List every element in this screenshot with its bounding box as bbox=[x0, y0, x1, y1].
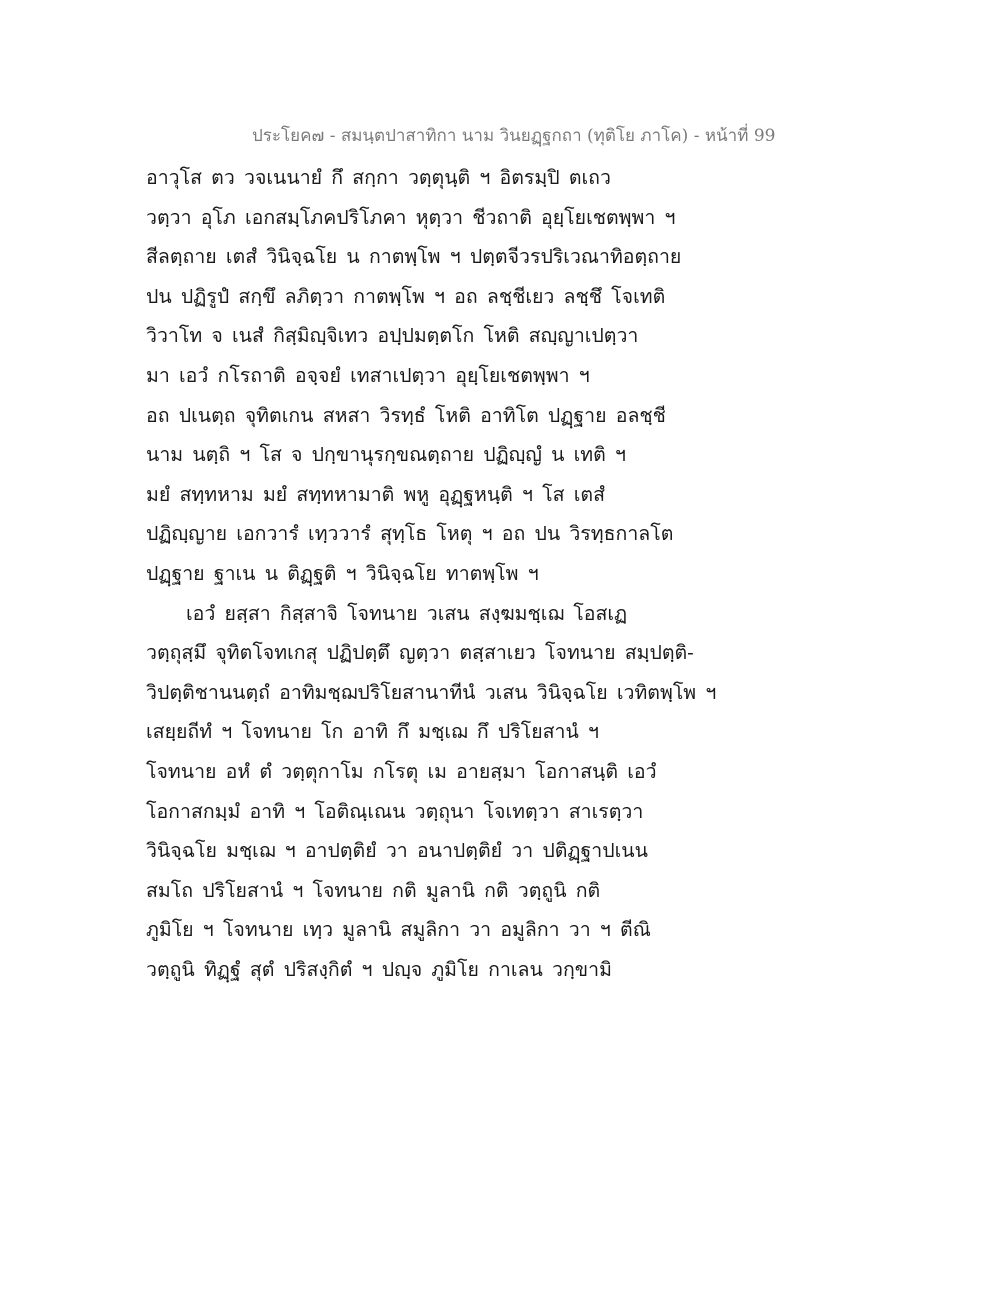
body-text bbox=[146, 158, 746, 989]
text-line: มา เอวํ กโรถาติ อจฺจยํ เทสาเปตฺวา อุยฺโยเชตพฺพา ฯ bbox=[146, 363, 590, 387]
text-line: ปฏฺฐาย ฐาเน น ติฏฺฐติ ฯ วินิจฺฉโย ทาตพฺโพ ฯ bbox=[146, 561, 539, 585]
text-line: วตฺถูนิ ทิฏฺฐํ สุตํ ปริสงฺกิตํ ฯ ปญฺจ ภูมิโย กาเลน วกฺขามิ bbox=[146, 957, 612, 981]
text-line: โอกาสกมฺมํ อาทิ ฯ โอติณฺเณน วตฺถุนา โจเทตฺวา สาเรตฺวา bbox=[146, 799, 644, 823]
text-line: ปน ปฏิรูปํ สกฺขึ ลภิตฺวา กาตพฺโพ ฯ อถ ลชฺชีเยว ลชฺชึ โจเทติ bbox=[146, 284, 666, 308]
text-line: เสยฺยถีทํ ฯ โจทนาย โก อาทิ กึ มชฺเฌ กึ ปริโยสานํ ฯ bbox=[146, 720, 599, 744]
text-line: ปฏิญฺญาย เอกวารํ เทฺววารํ สุทฺโธ โหตุ ฯ อถ ปน วิรทฺธกาลโต bbox=[146, 522, 674, 546]
text-line: สีลตฺถาย เตสํ วินิจฺฉโย น กาตพฺโพ ฯ ปตฺตจีวรปริเวณาทิอตฺถาย bbox=[146, 245, 682, 269]
text-line: นาม นตฺถิ ฯ โส จ ปกฺขานุรกฺขณตฺถาย ปฏิญฺญํ น เทติ ฯ bbox=[146, 443, 626, 467]
text-line: วิปตฺติชานนตฺถํ อาทิมชฺฌปริโยสานาทีนํ วเสน วินิจฺฉโย เวทิตพฺโพ ฯ bbox=[146, 680, 717, 704]
text-line: วินิจฺฉโย มชฺเฌ ฯ อาปตฺติยํ วา อนาปตฺติยํ วา ปติฏฺฐาปเนน bbox=[146, 839, 648, 863]
paragraph-start-line: เอวํ ยสฺสา กิสฺสาจิ โจทนาย วเสน สงฺฆมชฺเฌ โอสเฏ bbox=[186, 601, 628, 625]
running-header: ประโยค๗ - สมนฺตปาสาทิกา นาม วินยฏฺฐกถา (ทุติโย ภาโค) - หน้าที่ 99 bbox=[252, 126, 776, 146]
text-line: อาวุโส ตว วจเนนายํ กึ สกฺกา วตฺตุนฺติ ฯ อิตรมฺปิ ตเถว bbox=[146, 166, 611, 189]
text-line: โจทนาย อหํ ตํ วตฺตุกาโม กโรตุ เม อายสฺมา โอกาสนฺติ เอวํ bbox=[146, 759, 657, 783]
text-line: มยํ สทฺทหาม มยํ สทฺทหามาติ พหู อุฏฺฐหนฺติ ฯ โส เตสํ bbox=[146, 482, 605, 506]
text-line: วตฺวา อุโภ เอกสมฺโภคปริโภคา หุตฺวา ชีวถาติ อุยฺโยเชตพฺพา ฯ bbox=[146, 205, 676, 229]
text-line: วตฺถุสฺมึ จุทิตโจทเกสุ ปฏิปตฺตึ ญตฺวา ตสฺสาเยว โจทนาย สมฺปตฺติ- bbox=[146, 641, 694, 665]
text-line: ภูมิโย ฯ โจทนาย เทฺว มูลานิ สมูลิกา วา อมูลิกา วา ฯ ตีณิ bbox=[146, 918, 651, 942]
text-line: อถ ปเนตฺถ จุทิตเกน สหสา วิรทฺธํ โหติ อาทิโต ปฏฺฐาย อลชฺชี bbox=[146, 403, 666, 427]
text-line: สมโถ ปริโยสานํ ฯ โจทนาย กติ มูลานิ กติ วตฺถูนิ กติ bbox=[146, 878, 601, 902]
text-line: วิวาโท จ เนสํ กิสฺมิญฺจิเทว อปฺปมตฺตโก โหติ สญฺญาเปตฺวา bbox=[146, 324, 639, 348]
